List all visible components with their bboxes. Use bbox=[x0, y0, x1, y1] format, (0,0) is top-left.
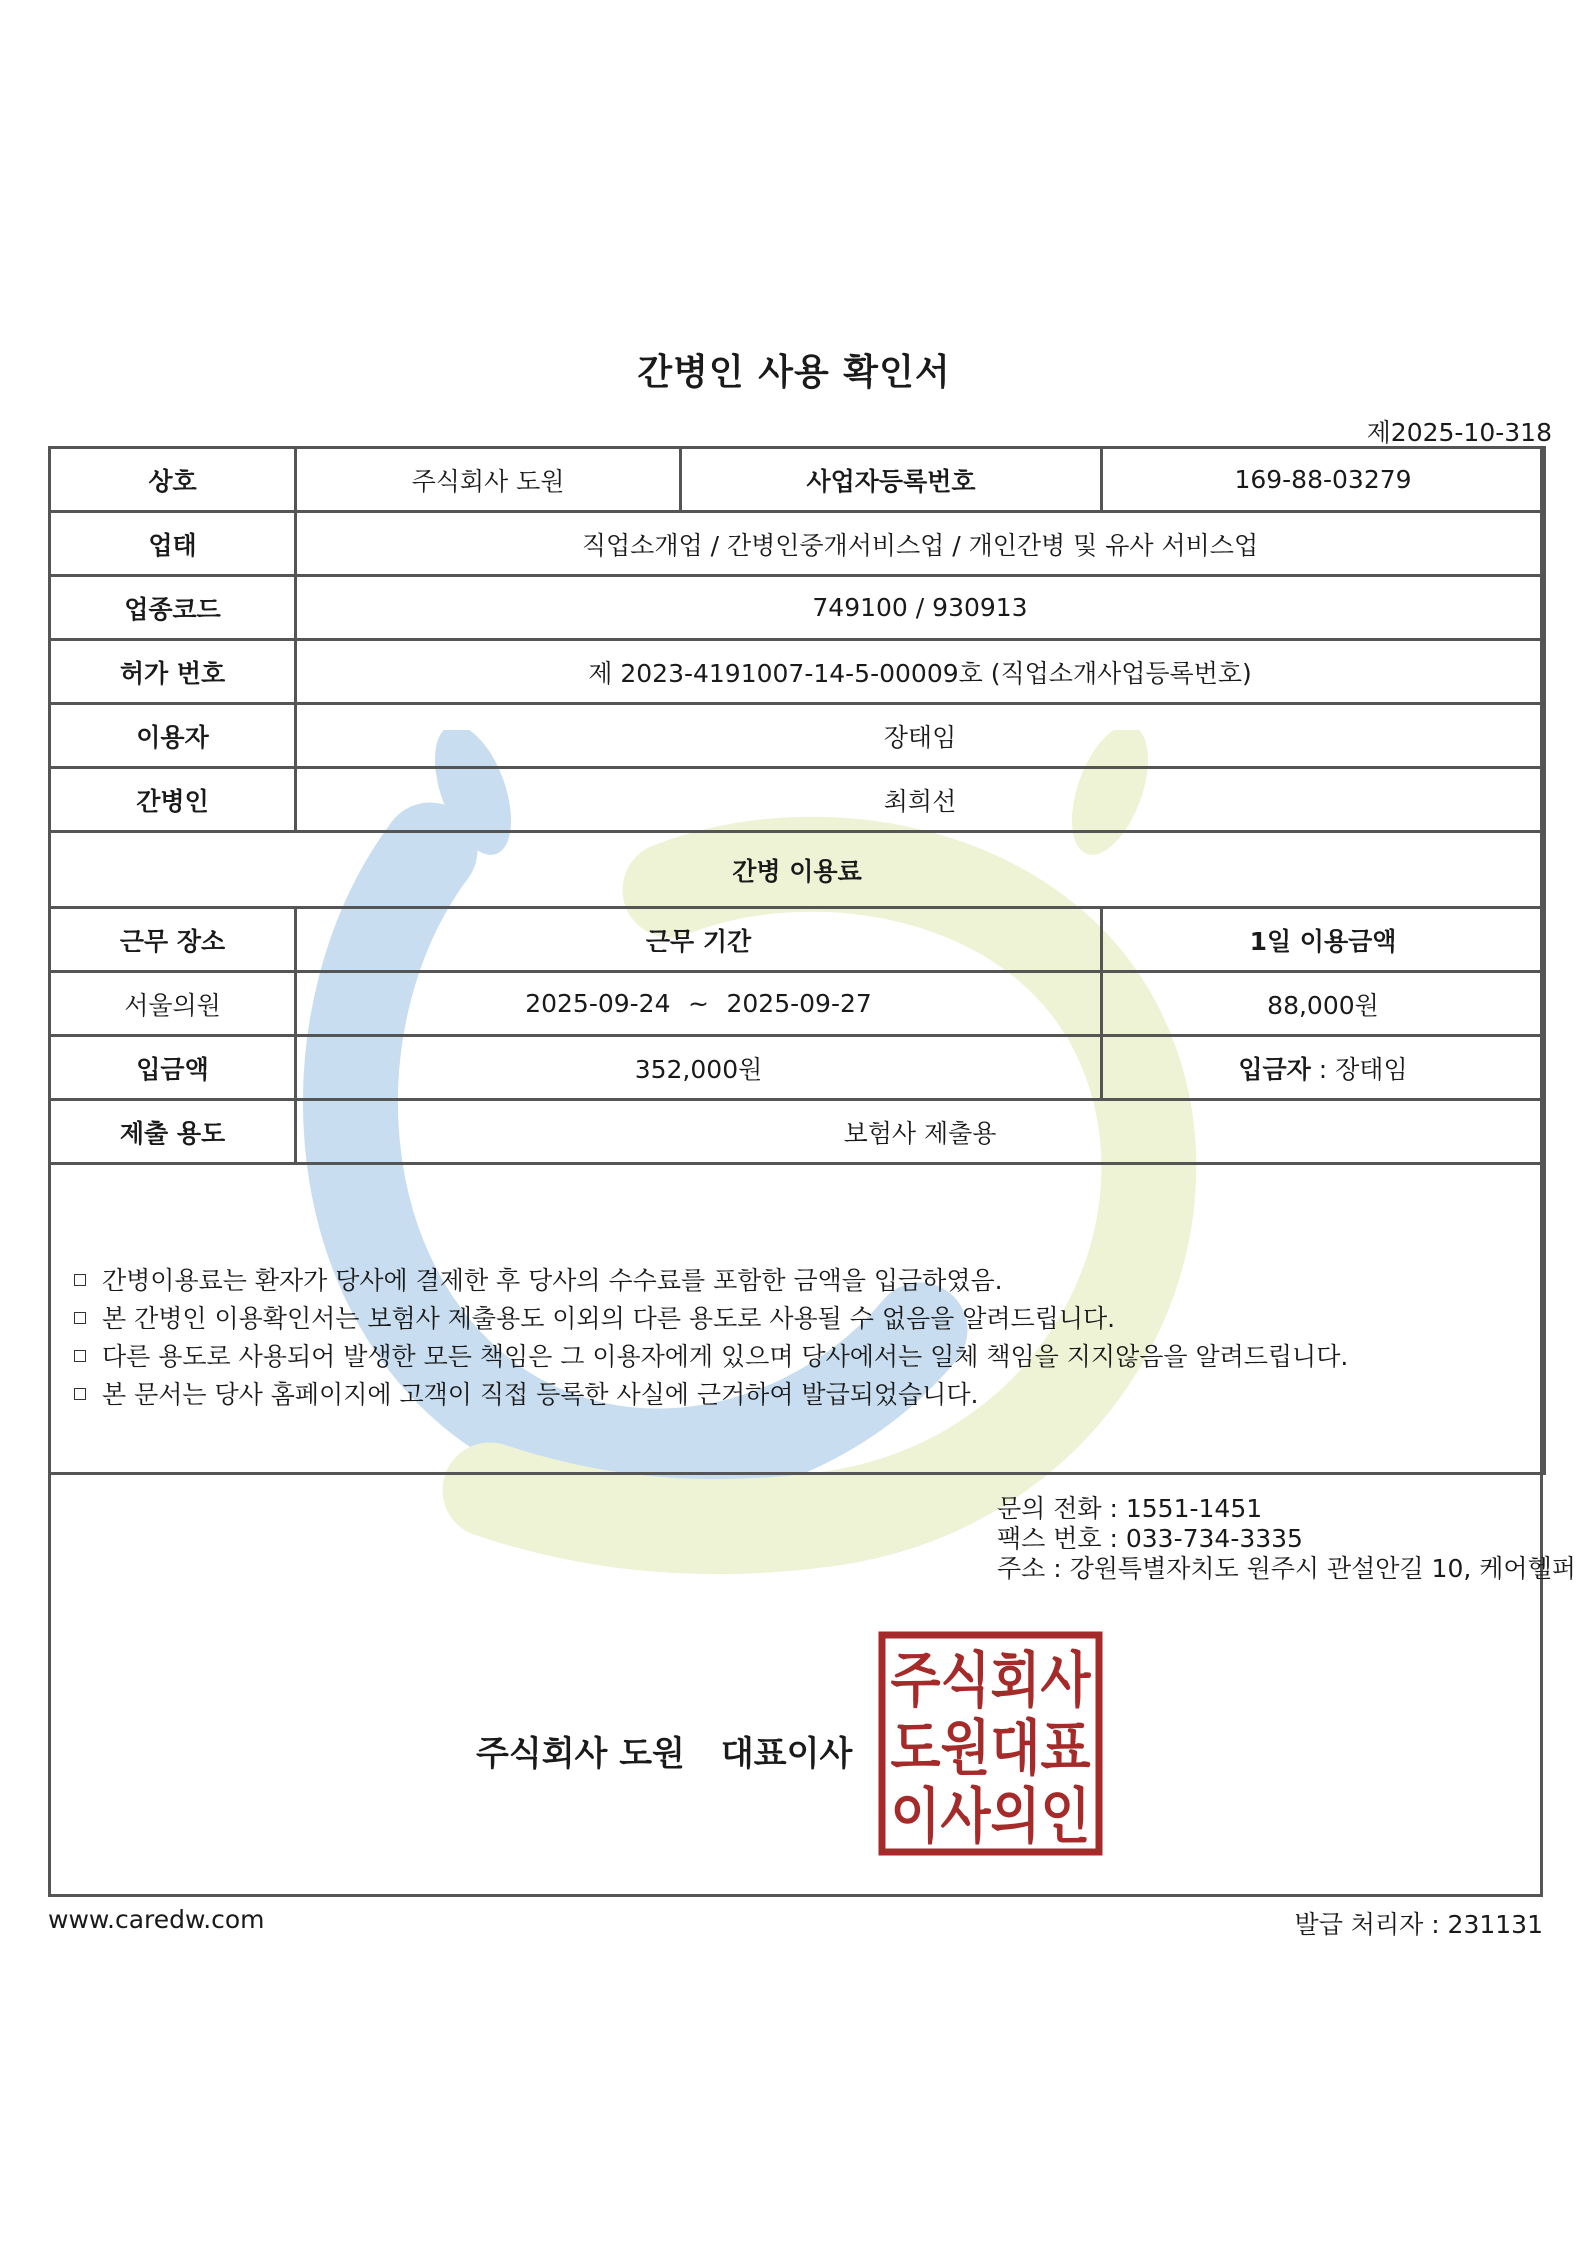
daily-amount-label: 1일 이용금액 bbox=[1102, 908, 1545, 972]
signer-company: 주식회사 도원 bbox=[476, 1734, 685, 1774]
depositor-label: 입금자 bbox=[1238, 1054, 1311, 1084]
signer-role: 대표이사 bbox=[720, 1734, 853, 1774]
square-bullet-icon bbox=[74, 1312, 86, 1324]
place-label: 근무 장소 bbox=[50, 908, 296, 972]
user-value: 장태임 bbox=[296, 704, 1545, 768]
caregiver-value: 최희선 bbox=[296, 768, 1545, 832]
depositor-cell bbox=[1102, 1036, 1545, 1100]
company-row bbox=[50, 448, 1545, 512]
place-value: 서울의원 bbox=[50, 972, 296, 1036]
contact-address: 주소 : 강원특별자치도 원주시 관설안길 10, 케어헬퍼 bbox=[997, 1554, 1576, 1583]
document-number: 제2025-10-318 bbox=[1366, 418, 1552, 447]
document-title: 간병인 사용 확인서 bbox=[637, 352, 951, 393]
signer-block bbox=[476, 1726, 852, 1775]
note-item bbox=[74, 1376, 1348, 1414]
period-value bbox=[296, 972, 1102, 1036]
purpose-value: 보험사 제출용 bbox=[296, 1100, 1545, 1164]
fee-values-row bbox=[50, 972, 1545, 1036]
regno-label: 사업자등록번호 bbox=[681, 448, 1102, 512]
company-label: 상호 bbox=[50, 448, 296, 512]
square-bullet-icon bbox=[74, 1350, 86, 1362]
deposit-label: 입금액 bbox=[50, 1036, 296, 1100]
business-value: 직업소개업 / 간병인중개서비스업 / 개인간병 및 유사 서비스업 bbox=[296, 512, 1545, 576]
period-label: 근무 기간 bbox=[296, 908, 1102, 972]
company-value: 주식회사 도원 bbox=[296, 448, 681, 512]
note-item bbox=[74, 1338, 1348, 1376]
deposit-row bbox=[50, 1036, 1545, 1100]
note-item bbox=[74, 1262, 1348, 1300]
caregiver-label: 간병인 bbox=[50, 768, 296, 832]
footer-issuer: 발급 처리자 : 231131 bbox=[1294, 1910, 1543, 1939]
deposit-value: 352,000원 bbox=[296, 1036, 1102, 1100]
code-row bbox=[50, 576, 1545, 640]
note-text: 다른 용도로 사용되어 발생한 모든 책임은 그 이용자에게 있으며 당사에서는 일체 책임을 지지않음을 알려드립니다. bbox=[102, 1342, 1349, 1371]
seal-text-line: 이사의인 bbox=[890, 1782, 1091, 1852]
user-label: 이용자 bbox=[50, 704, 296, 768]
caregiver-row bbox=[50, 768, 1545, 832]
license-label: 허가 번호 bbox=[50, 640, 296, 704]
notes-list bbox=[74, 1262, 1348, 1414]
contact-phone: 문의 전화 : 1551-1451 bbox=[997, 1494, 1263, 1523]
user-row bbox=[50, 704, 1545, 768]
depositor-value: 장태임 bbox=[1335, 1054, 1408, 1084]
company-seal-stamp bbox=[878, 1631, 1103, 1856]
license-value: 제 2023-4191007-14-5-00009호 (직업소개사업등록번호) bbox=[296, 640, 1545, 704]
fee-header-row bbox=[50, 908, 1545, 972]
fee-heading: 간병 이용료 bbox=[50, 832, 1545, 908]
business-row bbox=[50, 512, 1545, 576]
square-bullet-icon bbox=[74, 1388, 86, 1400]
depositor-separator: : bbox=[1310, 1054, 1336, 1084]
footer-website: www.caredw.com bbox=[48, 1905, 265, 1934]
note-text: 본 간병인 이용확인서는 보험사 제출용도 이외의 다른 용도로 사용될 수 없음을 알려드립니다. bbox=[102, 1304, 1116, 1333]
regno-value: 169-88-03279 bbox=[1102, 448, 1545, 512]
seal-text-line: 주식회사 bbox=[890, 1646, 1092, 1716]
daily-amount-value: 88,000원 bbox=[1102, 972, 1545, 1036]
purpose-label: 제출 용도 bbox=[50, 1100, 296, 1164]
seal-text-line: 도원대표 bbox=[890, 1714, 1091, 1784]
period-separator: ~ bbox=[688, 989, 709, 1018]
contact-fax: 팩스 번호 : 033-734-3335 bbox=[997, 1524, 1303, 1553]
business-label: 업태 bbox=[50, 512, 296, 576]
square-bullet-icon bbox=[74, 1274, 86, 1286]
license-row bbox=[50, 640, 1545, 704]
purpose-row bbox=[50, 1100, 1545, 1164]
period-end: 2025-09-27 bbox=[726, 989, 872, 1018]
period-start: 2025-09-24 bbox=[525, 989, 671, 1018]
contact-info bbox=[997, 1494, 1576, 1584]
code-value: 749100 / 930913 bbox=[296, 576, 1545, 640]
code-label: 업종코드 bbox=[50, 576, 296, 640]
note-item bbox=[74, 1300, 1348, 1338]
note-text: 간병이용료는 환자가 당사에 결제한 후 당사의 수수료를 포함한 금액을 입금하였음. bbox=[102, 1266, 1003, 1295]
note-text: 본 문서는 당사 홈페이지에 고객이 직접 등록한 사실에 근거하여 발급되었습니다. bbox=[102, 1380, 979, 1409]
fee-heading-row bbox=[50, 832, 1545, 908]
